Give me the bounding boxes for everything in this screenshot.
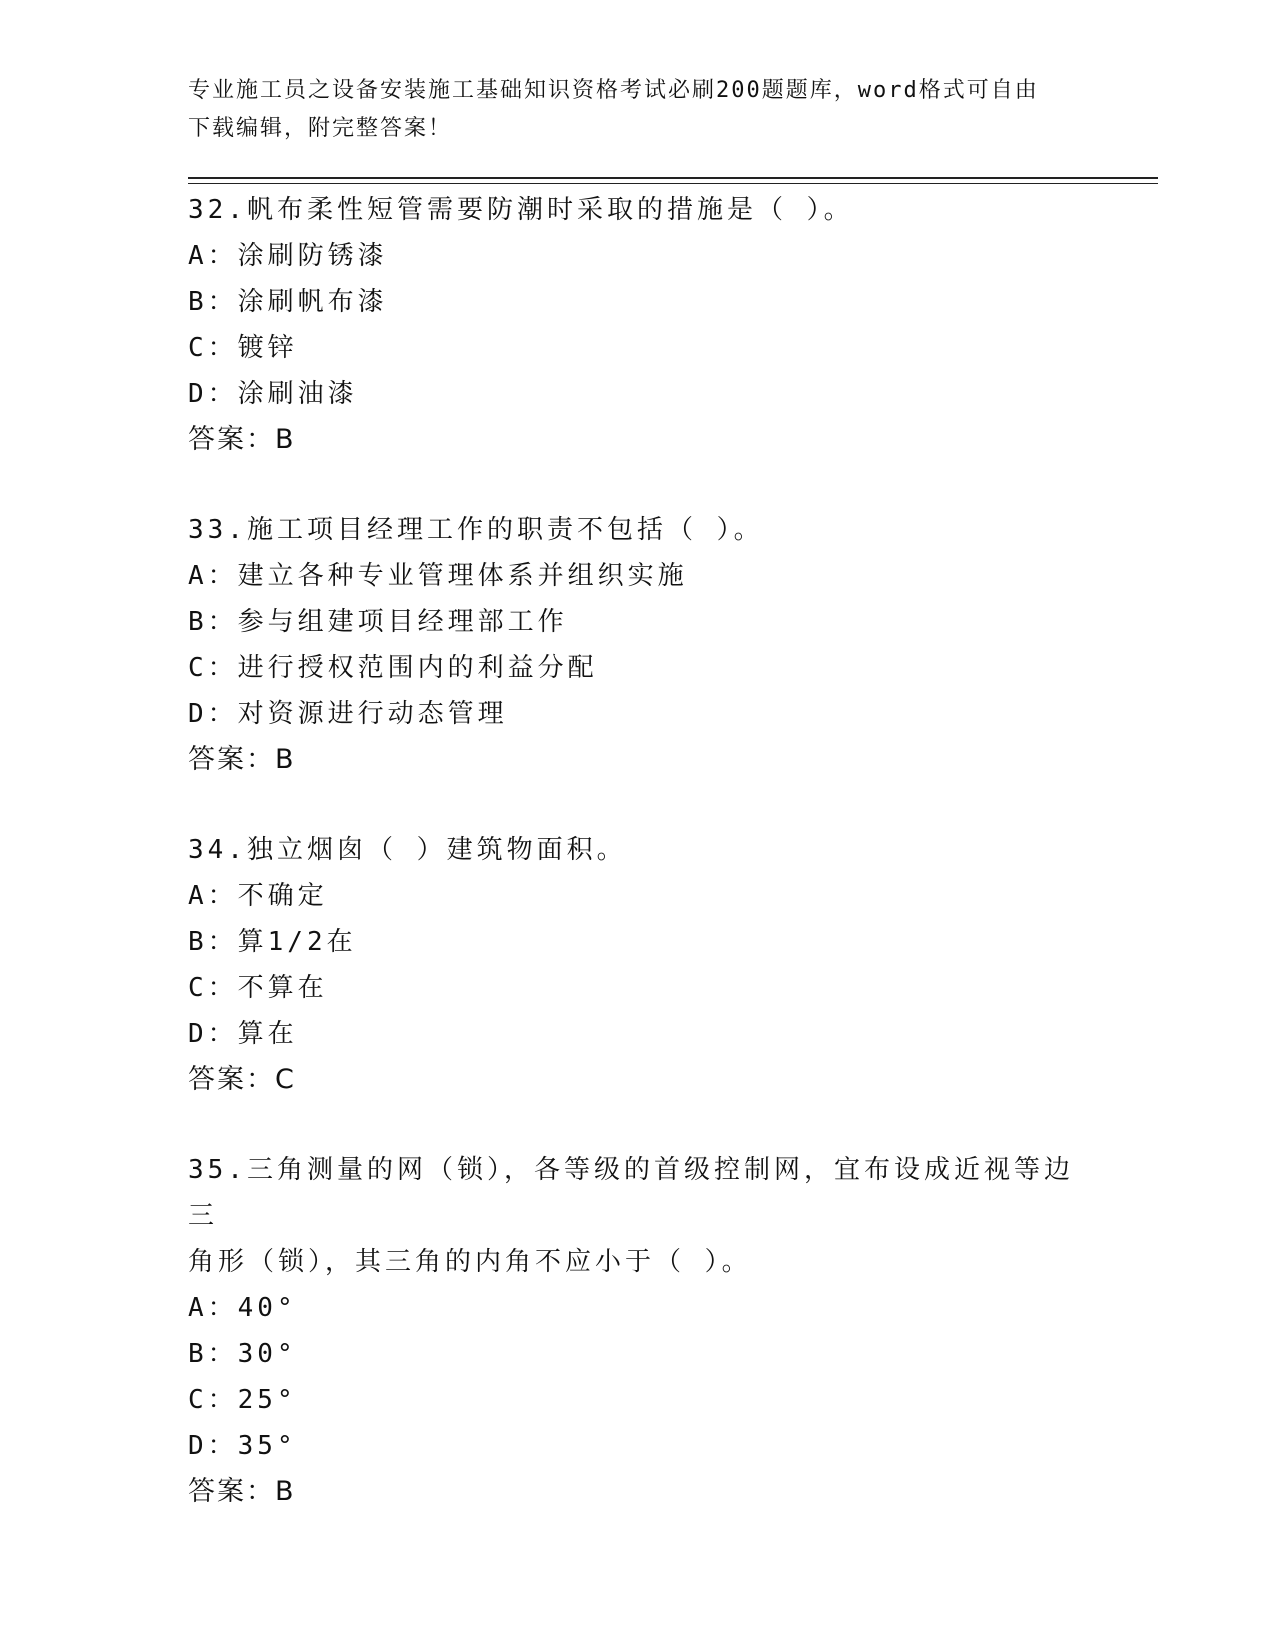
question-35: [188, 1147, 1088, 1515]
option-a: A：涂刷防锈漆: [188, 241, 388, 271]
answer-label: 答案：B: [188, 744, 296, 775]
option-d: D：35°: [188, 1431, 297, 1461]
header-divider-thick: [188, 177, 1158, 179]
answer-label: 答案：C: [188, 1064, 296, 1095]
option-d: D：对资源进行动态管理: [188, 699, 508, 729]
option-c: C：25°: [188, 1385, 297, 1415]
option-c: C：不算在: [188, 973, 328, 1003]
option-b: B：算1/2在: [188, 927, 357, 957]
option-a: A：40°: [188, 1293, 297, 1323]
header-divider-thin: [188, 183, 1158, 184]
option-c: C：镀锌: [188, 333, 298, 363]
document-header: [188, 72, 1078, 148]
option-d: D：算在: [188, 1019, 298, 1049]
question-text-line-2: 角形（锁），其三角的内角不应小于（ ）。: [188, 1247, 752, 1277]
question-text: 32.帆布柔性短管需要防潮时采取的措施是（ ）。: [188, 195, 854, 225]
option-b: B：涂刷帆布漆: [188, 287, 388, 317]
question-32: [188, 187, 1088, 463]
option-c: C：进行授权范围内的利益分配: [188, 653, 598, 683]
answer-label: 答案：B: [188, 424, 296, 455]
header-title-line-1: 专业施工员之设备安装施工基础知识资格考试必刷200题题库，word格式可自由: [188, 78, 1039, 103]
header-title-line-2: 下载编辑，附完整答案！: [188, 116, 453, 141]
option-b: B：30°: [188, 1339, 297, 1369]
question-34: [188, 827, 1088, 1103]
option-b: B：参与组建项目经理部工作: [188, 607, 568, 637]
option-a: A：建立各种专业管理体系并组织实施: [188, 561, 688, 591]
question-list: [188, 187, 1088, 1559]
question-text: 34.独立烟囱（ ）建筑物面积。: [188, 835, 627, 865]
question-text-line-1: 35.三角测量的网（锁），各等级的首级控制网，宜布设成近视等边三: [188, 1155, 1074, 1231]
question-text: 33.施工项目经理工作的职责不包括（ ）。: [188, 515, 764, 545]
option-d: D：涂刷油漆: [188, 379, 358, 409]
answer-label: 答案：B: [188, 1476, 296, 1507]
option-a: A：不确定: [188, 881, 328, 911]
question-33: [188, 507, 1088, 783]
